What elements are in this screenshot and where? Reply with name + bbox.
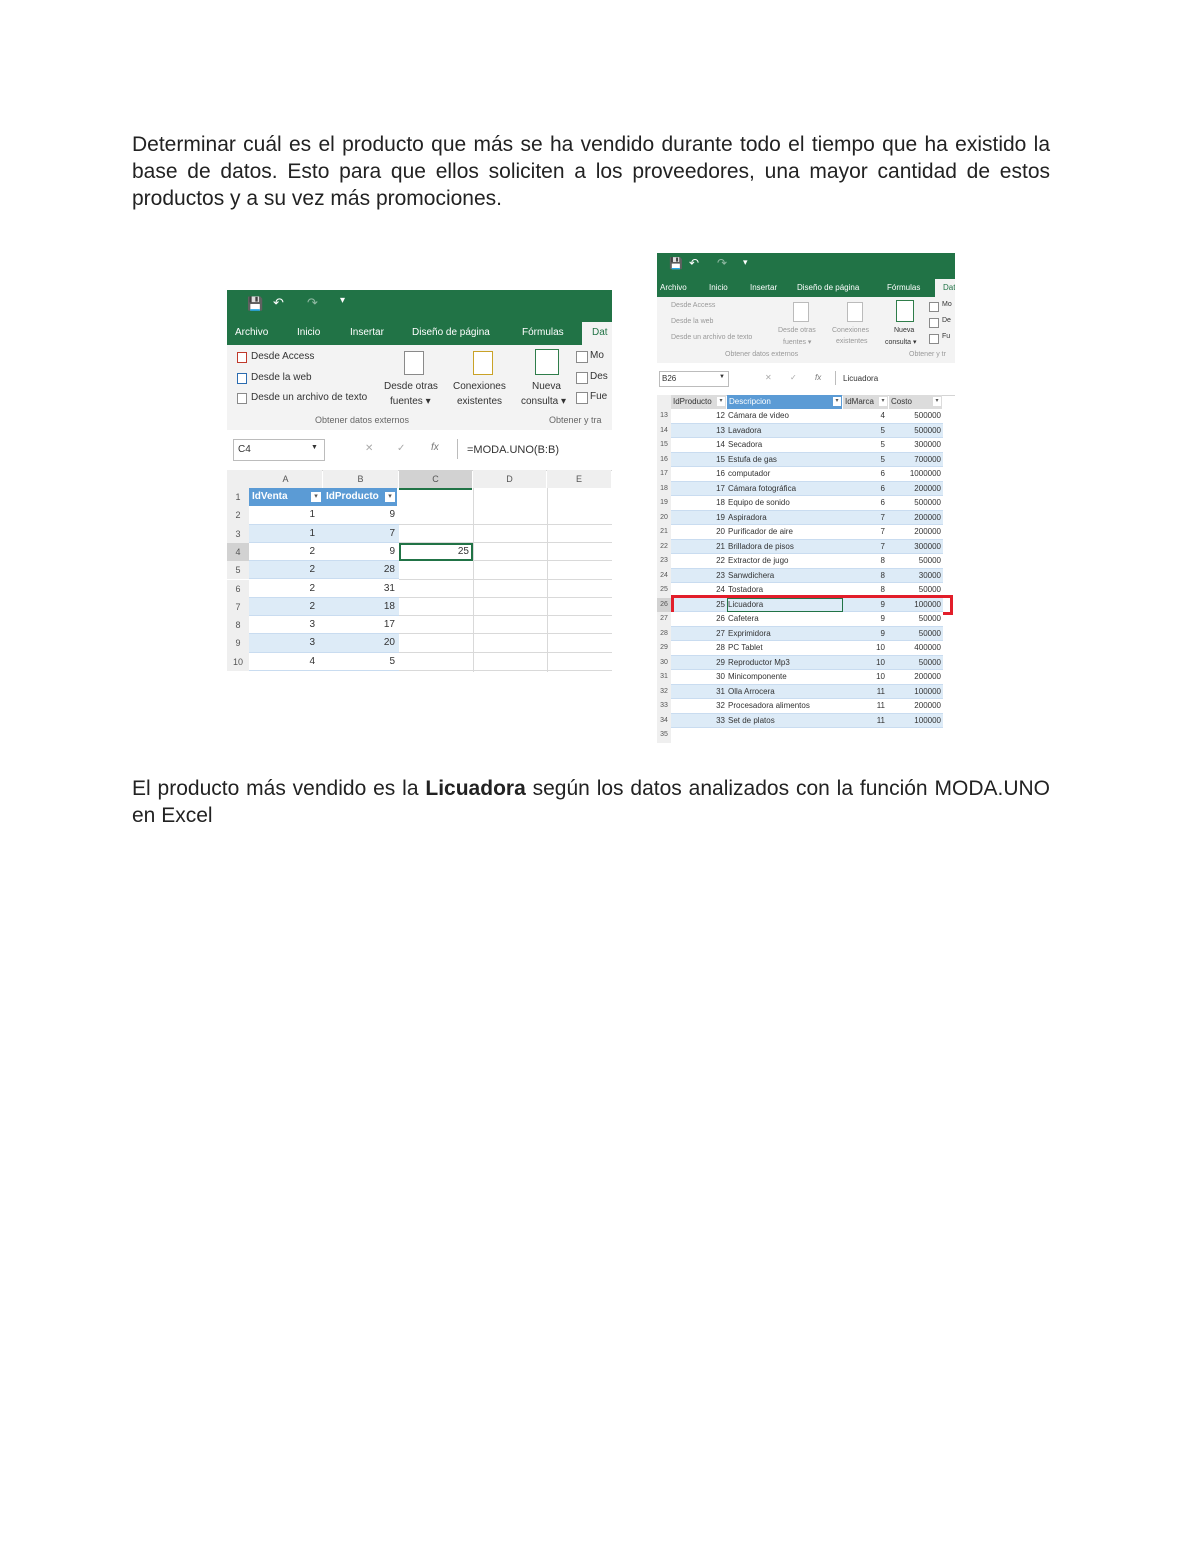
cell-idmarca[interactable]: 5 bbox=[880, 425, 885, 435]
grid-line bbox=[399, 633, 612, 634]
cell-descripcion[interactable]: Tostadora bbox=[728, 585, 764, 594]
row-number: 6 bbox=[227, 580, 249, 598]
name-box-value: C4 bbox=[238, 444, 251, 455]
conclusion-paragraph bbox=[132, 775, 1050, 829]
column-header-a[interactable]: A bbox=[249, 470, 322, 488]
tab-insertar[interactable]: Insertar bbox=[750, 283, 778, 292]
redo-icon[interactable]: ↷ bbox=[307, 295, 318, 310]
cell-idmarca[interactable]: 7 bbox=[880, 527, 885, 536]
row-number: 21 bbox=[657, 525, 671, 540]
formula-value: Licuadora bbox=[843, 374, 879, 383]
cell-idproducto[interactable]: 31 bbox=[716, 686, 725, 696]
cell-descripcion[interactable]: PC Tablet bbox=[728, 643, 763, 652]
table-header-descripcion[interactable]: Descripcion bbox=[727, 395, 842, 409]
mostrar-consultas-button[interactable]: Mo bbox=[942, 301, 952, 308]
cell-descripcion[interactable]: Minicomponente bbox=[728, 672, 787, 681]
worksheet-grid[interactable] bbox=[657, 395, 955, 748]
cell-idproducto[interactable]: 5 bbox=[389, 655, 395, 667]
group-label-obtener: Obtener datos externos bbox=[315, 415, 410, 425]
cell-costo[interactable]: 100000 bbox=[914, 715, 941, 725]
cell-idproducto[interactable]: 25 bbox=[716, 599, 725, 609]
excel-screenshot-productos bbox=[657, 253, 955, 748]
cell-costo[interactable]: 50000 bbox=[918, 628, 941, 638]
cell-descripcion[interactable]: Estufa de gas bbox=[728, 454, 777, 464]
connections-icon[interactable] bbox=[847, 302, 863, 322]
other-sources-icon[interactable] bbox=[404, 351, 424, 375]
cell-descripcion[interactable]: Extractor de jugo bbox=[728, 556, 789, 565]
cell-idmarca[interactable]: 10 bbox=[876, 672, 885, 681]
cell-idventa[interactable]: 2 bbox=[309, 600, 315, 612]
fuentes-recientes-button[interactable]: Fu bbox=[942, 333, 951, 340]
other-sources-icon[interactable] bbox=[793, 302, 809, 322]
row-number: 22 bbox=[657, 540, 671, 555]
enter-icon[interactable]: ✓ bbox=[397, 443, 406, 454]
cell-idproducto[interactable]: 26 bbox=[716, 614, 725, 623]
cell-costo[interactable]: 200000 bbox=[914, 672, 941, 681]
conexiones-label[interactable]: Conexiones bbox=[453, 381, 506, 392]
conexiones-label[interactable]: Conexiones bbox=[832, 327, 869, 334]
cancel-icon[interactable]: ✕ bbox=[365, 443, 374, 454]
cell-idproducto[interactable]: 29 bbox=[716, 657, 725, 667]
name-box-value: B26 bbox=[662, 374, 677, 383]
cell-idproducto[interactable]: 21 bbox=[716, 541, 725, 551]
cell-idproducto[interactable]: 20 bbox=[383, 637, 395, 649]
cell-idventa[interactable]: 3 bbox=[309, 637, 315, 649]
text-file-icon bbox=[237, 393, 247, 404]
desde-access-button[interactable]: Desde Access bbox=[251, 351, 315, 362]
undo-icon[interactable]: ↶ bbox=[273, 295, 284, 310]
desde-web-button[interactable]: Desde la web bbox=[671, 318, 714, 325]
column-header-e[interactable]: E bbox=[547, 470, 611, 488]
row-number: 33 bbox=[657, 699, 671, 714]
row-number: 23 bbox=[657, 554, 671, 569]
grid-line bbox=[399, 524, 612, 525]
table-header-idmarca[interactable]: IdMarca bbox=[843, 395, 888, 409]
cell-idproducto[interactable]: 13 bbox=[716, 425, 725, 435]
fuentes-recientes-button[interactable]: Fue bbox=[590, 391, 608, 402]
cell-idmarca[interactable]: 6 bbox=[880, 469, 885, 478]
cell-descripcion[interactable]: Cafetera bbox=[728, 614, 759, 623]
cell-descripcion[interactable]: Secadora bbox=[728, 440, 763, 449]
cell-idmarca[interactable]: 11 bbox=[876, 701, 885, 710]
cell-idproducto[interactable]: 18 bbox=[383, 600, 395, 612]
cell-costo[interactable]: 100000 bbox=[914, 686, 941, 696]
formula-value: =MODA.UNO(B:B) bbox=[467, 444, 559, 456]
table-header-costo[interactable]: Costo bbox=[889, 395, 942, 409]
cell-descripcion[interactable]: Exprimidora bbox=[728, 628, 771, 638]
cell-costo[interactable]: 30000 bbox=[918, 570, 941, 580]
table-icon bbox=[576, 372, 588, 384]
row-number: 2 bbox=[227, 506, 249, 524]
cell-idventa[interactable]: 4 bbox=[309, 655, 315, 667]
row-number: 34 bbox=[657, 714, 671, 729]
cell-descripcion[interactable]: Brilladora de pisos bbox=[728, 541, 794, 551]
redo-icon[interactable]: ↷ bbox=[717, 256, 728, 270]
show-queries-icon bbox=[929, 302, 939, 312]
row-number: 5 bbox=[227, 561, 249, 579]
cell-idproducto[interactable]: 31 bbox=[383, 582, 395, 594]
cell-costo[interactable]: 500000 bbox=[914, 498, 941, 507]
excel-screenshot-moda bbox=[227, 290, 612, 672]
cell-idmarca[interactable]: 8 bbox=[880, 570, 885, 580]
worksheet-grid[interactable] bbox=[227, 470, 612, 672]
cell-idmarca[interactable]: 10 bbox=[876, 643, 885, 652]
desde-otras-label[interactable]: Desde otras bbox=[384, 381, 438, 392]
desde-tabla-button[interactable]: Des bbox=[590, 371, 608, 382]
desde-texto-button[interactable]: Desde un archivo de texto bbox=[671, 334, 753, 341]
filter-dropdown-icon[interactable]: ▾ bbox=[833, 397, 841, 406]
tab-formulas[interactable]: Fórmulas bbox=[522, 327, 564, 338]
table-header-idproducto[interactable]: IdProducto bbox=[671, 395, 726, 409]
row-number: 28 bbox=[657, 627, 671, 642]
cell-idmarca[interactable]: 6 bbox=[880, 483, 885, 493]
consulta-label[interactable]: consulta ▾ bbox=[885, 339, 917, 346]
desde-otras-label[interactable]: Desde otras bbox=[778, 327, 816, 334]
cell-idproducto[interactable]: 27 bbox=[716, 628, 725, 638]
filter-dropdown-icon[interactable]: ▾ bbox=[879, 397, 887, 406]
ribbon-tabs bbox=[657, 277, 955, 297]
cell-idmarca[interactable]: 11 bbox=[876, 686, 885, 696]
cell-idproducto[interactable]: 15 bbox=[716, 454, 725, 464]
ribbon-tabs bbox=[227, 318, 612, 345]
cell-descripcion[interactable]: Purificador de aire bbox=[728, 527, 793, 536]
cell-descripcion[interactable]: Procesadora alimentos bbox=[728, 701, 810, 710]
row-number: 10 bbox=[227, 653, 249, 671]
grid-line bbox=[399, 670, 612, 671]
cell-idventa[interactable]: 1 bbox=[309, 527, 315, 539]
cell-idmarca[interactable]: 8 bbox=[880, 585, 885, 594]
access-icon bbox=[237, 352, 247, 363]
cell-idproducto[interactable]: 22 bbox=[716, 556, 725, 565]
cell-idproducto[interactable]: 17 bbox=[716, 483, 725, 493]
cell-descripcion[interactable]: Aspiradora bbox=[728, 512, 767, 522]
filter-dropdown-icon[interactable]: ▾ bbox=[385, 492, 395, 502]
cell-idproducto[interactable]: 19 bbox=[716, 512, 725, 522]
cell-costo[interactable]: 50000 bbox=[918, 657, 941, 667]
cell-descripcion[interactable]: Set de platos bbox=[728, 715, 775, 725]
cell-costo[interactable]: 200000 bbox=[914, 483, 941, 493]
cell-costo[interactable]: 100000 bbox=[914, 599, 941, 609]
connections-icon[interactable] bbox=[473, 351, 493, 375]
cell-costo[interactable]: 500000 bbox=[914, 411, 941, 420]
row-number: 4 bbox=[227, 543, 249, 561]
cell-idproducto[interactable]: 28 bbox=[383, 564, 395, 576]
desde-tabla-button[interactable]: De bbox=[942, 317, 951, 324]
grid-line bbox=[399, 652, 612, 653]
cell-idventa[interactable]: 2 bbox=[309, 545, 315, 557]
table-header-idproducto[interactable]: IdProducto bbox=[323, 488, 397, 506]
recent-sources-icon bbox=[576, 392, 588, 404]
select-all-corner[interactable] bbox=[227, 470, 249, 488]
cell-idmarca[interactable]: 7 bbox=[880, 541, 885, 551]
row-number: 26 bbox=[657, 598, 671, 613]
show-queries-icon bbox=[576, 351, 588, 363]
cell-idproducto[interactable]: 7 bbox=[389, 527, 395, 539]
cell-costo[interactable]: 1000000 bbox=[909, 469, 941, 478]
row-number: 29 bbox=[657, 641, 671, 656]
cell-idmarca[interactable]: 11 bbox=[876, 715, 885, 725]
row-number: 13 bbox=[657, 409, 671, 424]
new-query-icon[interactable] bbox=[896, 300, 914, 322]
tab-datos[interactable]: Dat bbox=[582, 322, 612, 346]
cell-idproducto[interactable]: 33 bbox=[716, 715, 725, 725]
cell-descripcion[interactable]: Olla Arrocera bbox=[728, 686, 775, 696]
function-icon[interactable]: fx bbox=[431, 442, 439, 453]
cell-idmarca[interactable]: 9 bbox=[880, 628, 885, 638]
grid-line bbox=[547, 488, 548, 672]
group-label-transformar: Obtener y tr bbox=[909, 351, 946, 358]
cell-costo[interactable]: 300000 bbox=[914, 440, 941, 449]
nueva-label[interactable]: Nueva bbox=[532, 381, 561, 392]
cell-costo[interactable]: 300000 bbox=[914, 541, 941, 551]
row-number: 27 bbox=[657, 612, 671, 627]
cell-descripcion[interactable]: Reproductor Mp3 bbox=[728, 657, 790, 667]
row-number: 30 bbox=[657, 656, 671, 671]
row-number: 19 bbox=[657, 496, 671, 511]
nueva-label[interactable]: Nueva bbox=[894, 327, 915, 334]
table-header-idventa[interactable]: IdVenta bbox=[249, 488, 323, 506]
cancel-icon[interactable]: ✕ bbox=[765, 373, 772, 382]
row-number: 8 bbox=[227, 616, 249, 634]
cell-costo[interactable]: 500000 bbox=[914, 425, 941, 435]
save-icon[interactable]: 💾 bbox=[669, 258, 683, 270]
ribbon-datos bbox=[227, 345, 612, 431]
function-icon[interactable]: fx bbox=[815, 373, 822, 382]
conclusion-text-start: El producto más vendido es la bbox=[132, 777, 426, 800]
row-number: 32 bbox=[657, 685, 671, 700]
select-all-corner[interactable] bbox=[657, 395, 671, 409]
cell-descripcion[interactable]: Sanwdichera bbox=[728, 570, 775, 580]
cell-idmarca[interactable]: 7 bbox=[880, 512, 885, 522]
row-number: 24 bbox=[657, 569, 671, 584]
row-number: 1 bbox=[227, 488, 249, 506]
fuentes-label[interactable]: fuentes ▾ bbox=[390, 396, 431, 407]
name-box-dropdown-icon[interactable]: ▼ bbox=[311, 444, 318, 451]
row-number: 31 bbox=[657, 670, 671, 685]
cell-descripcion[interactable]: computador bbox=[728, 469, 771, 478]
customize-icon[interactable]: ▾ bbox=[340, 295, 346, 306]
quick-access-toolbar bbox=[227, 290, 612, 318]
cell-idmarca[interactable]: 8 bbox=[880, 556, 885, 565]
row-number: 7 bbox=[227, 598, 249, 616]
enter-icon[interactable]: ✓ bbox=[790, 373, 797, 382]
cell-descripcion[interactable]: Cámara fotográfica bbox=[728, 483, 797, 493]
column-header-b[interactable]: B bbox=[323, 470, 398, 488]
cell-descripcion[interactable]: Cámara de video bbox=[728, 411, 789, 420]
consulta-label[interactable]: consulta ▾ bbox=[521, 396, 567, 407]
grid-line bbox=[399, 615, 612, 616]
cell-costo[interactable]: 700000 bbox=[914, 454, 941, 464]
group-label-transformar: Obtener y tra bbox=[549, 415, 602, 425]
ribbon-datos bbox=[657, 297, 955, 364]
row-number: 18 bbox=[657, 482, 671, 497]
cell-descripcion[interactable]: Licuadora bbox=[728, 599, 764, 609]
existentes-label[interactable]: existentes bbox=[836, 338, 868, 345]
existentes-label[interactable]: existentes bbox=[457, 396, 503, 407]
tab-formulas[interactable]: Fórmulas bbox=[887, 283, 921, 292]
cell-idventa[interactable]: 2 bbox=[309, 582, 315, 594]
cell-idmarca[interactable]: 5 bbox=[880, 454, 885, 464]
tab-diseno[interactable]: Diseño de página bbox=[797, 283, 860, 292]
cell-costo[interactable]: 400000 bbox=[914, 643, 941, 652]
desde-web-button[interactable]: Desde la web bbox=[251, 372, 312, 383]
new-query-icon[interactable] bbox=[535, 349, 559, 375]
selected-cell-c4[interactable]: 25 bbox=[399, 543, 473, 561]
row-number: 9 bbox=[227, 634, 249, 652]
cell-idproducto[interactable]: 32 bbox=[716, 701, 725, 710]
formula-bar bbox=[227, 430, 612, 471]
desde-access-button[interactable]: Desde Access bbox=[671, 302, 716, 309]
group-label-obtener: Obtener datos externos bbox=[725, 351, 799, 358]
highlighted-product: Licuadora bbox=[425, 777, 526, 800]
cell-costo[interactable]: 200000 bbox=[914, 527, 941, 536]
filter-dropdown-icon[interactable]: ▾ bbox=[933, 397, 941, 406]
row-number: 15 bbox=[657, 438, 671, 453]
row-number: 16 bbox=[657, 453, 671, 468]
cell-idproducto[interactable]: 17 bbox=[383, 619, 395, 631]
intro-paragraph: Determinar cuál es el producto que más se ha vendido durante todo el tiempo que ha existido la base de datos. Esto para que ellos soliciten a los proveedores, una mayor cantidad de estos productos y a su vez más promociones. bbox=[132, 133, 1050, 210]
cell-idproducto[interactable]: 14 bbox=[716, 440, 725, 449]
cell-idmarca[interactable]: 5 bbox=[880, 440, 885, 449]
cell-costo[interactable]: 50000 bbox=[918, 585, 941, 594]
grid-line bbox=[399, 579, 612, 580]
cell-idmarca[interactable]: 4 bbox=[880, 411, 885, 420]
column-header-c[interactable]: C bbox=[399, 470, 472, 490]
cell-idventa[interactable]: 2 bbox=[309, 564, 315, 576]
grid-line bbox=[399, 597, 612, 598]
filter-dropdown-icon[interactable]: ▾ bbox=[311, 492, 321, 502]
fuentes-label[interactable]: fuentes ▾ bbox=[783, 339, 812, 346]
name-box-dropdown-icon[interactable]: ▼ bbox=[719, 374, 725, 380]
cell-idproducto[interactable]: 9 bbox=[389, 509, 395, 521]
grid-line bbox=[473, 488, 474, 672]
cell-descripcion[interactable]: Lavadora bbox=[728, 425, 762, 435]
tab-insertar[interactable]: Insertar bbox=[350, 327, 384, 338]
row-number: 25 bbox=[657, 583, 671, 598]
column-header-d[interactable]: D bbox=[473, 470, 546, 488]
cell-descripcion[interactable]: Equipo de sonido bbox=[728, 498, 790, 507]
customize-icon[interactable]: ▾ bbox=[743, 257, 748, 267]
cell-idproducto[interactable]: 18 bbox=[716, 498, 725, 507]
row-number: 35 bbox=[657, 728, 671, 743]
cell-idmarca[interactable]: 9 bbox=[880, 599, 885, 609]
tab-datos[interactable]: Dat bbox=[935, 279, 955, 298]
tab-archivo[interactable]: Archivo bbox=[235, 327, 269, 338]
save-icon[interactable]: 💾 bbox=[247, 296, 264, 311]
cell-idventa[interactable]: 3 bbox=[309, 619, 315, 631]
formula-bar bbox=[657, 363, 955, 396]
cell-costo[interactable]: 50000 bbox=[918, 556, 941, 565]
cell-costo[interactable]: 200000 bbox=[914, 512, 941, 522]
tab-diseno[interactable]: Diseño de página bbox=[412, 327, 490, 338]
row-number: 14 bbox=[657, 424, 671, 439]
row-number: 3 bbox=[227, 525, 249, 543]
cell-idproducto[interactable]: 16 bbox=[716, 469, 725, 478]
conclusion-text-end: según los datos analizados con la función MODA.UNO en Excel bbox=[132, 777, 1050, 827]
cell-costo[interactable]: 200000 bbox=[914, 701, 941, 710]
recent-sources-icon bbox=[929, 334, 939, 344]
undo-icon[interactable]: ↶ bbox=[689, 256, 700, 270]
mostrar-consultas-button[interactable]: Mo bbox=[590, 350, 604, 361]
row-number: 20 bbox=[657, 511, 671, 526]
web-icon bbox=[237, 373, 247, 384]
cell-idproducto[interactable]: 30 bbox=[716, 672, 725, 681]
tab-archivo[interactable]: Archivo bbox=[660, 283, 687, 292]
cell-idproducto[interactable]: 20 bbox=[716, 527, 725, 536]
cell-idproducto[interactable]: 12 bbox=[716, 411, 725, 420]
cell-idproducto[interactable]: 24 bbox=[716, 585, 725, 594]
cell-idproducto[interactable]: 28 bbox=[716, 643, 725, 652]
desde-texto-button[interactable]: Desde un archivo de texto bbox=[251, 392, 368, 403]
cell-idventa[interactable]: 1 bbox=[309, 509, 315, 521]
tab-inicio[interactable]: Inicio bbox=[709, 283, 728, 292]
tab-inicio[interactable]: Inicio bbox=[297, 327, 321, 338]
cell-idmarca[interactable]: 9 bbox=[880, 614, 885, 623]
quick-access-toolbar bbox=[657, 253, 955, 277]
cell-idmarca[interactable]: 10 bbox=[876, 657, 885, 667]
cell-idproducto[interactable]: 23 bbox=[716, 570, 725, 580]
filter-dropdown-icon[interactable]: ▾ bbox=[717, 397, 725, 406]
cell-idmarca[interactable]: 6 bbox=[880, 498, 885, 507]
cell-costo[interactable]: 50000 bbox=[918, 614, 941, 623]
row-number: 17 bbox=[657, 467, 671, 482]
cell-idproducto[interactable]: 9 bbox=[389, 545, 395, 557]
table-icon bbox=[929, 318, 939, 328]
